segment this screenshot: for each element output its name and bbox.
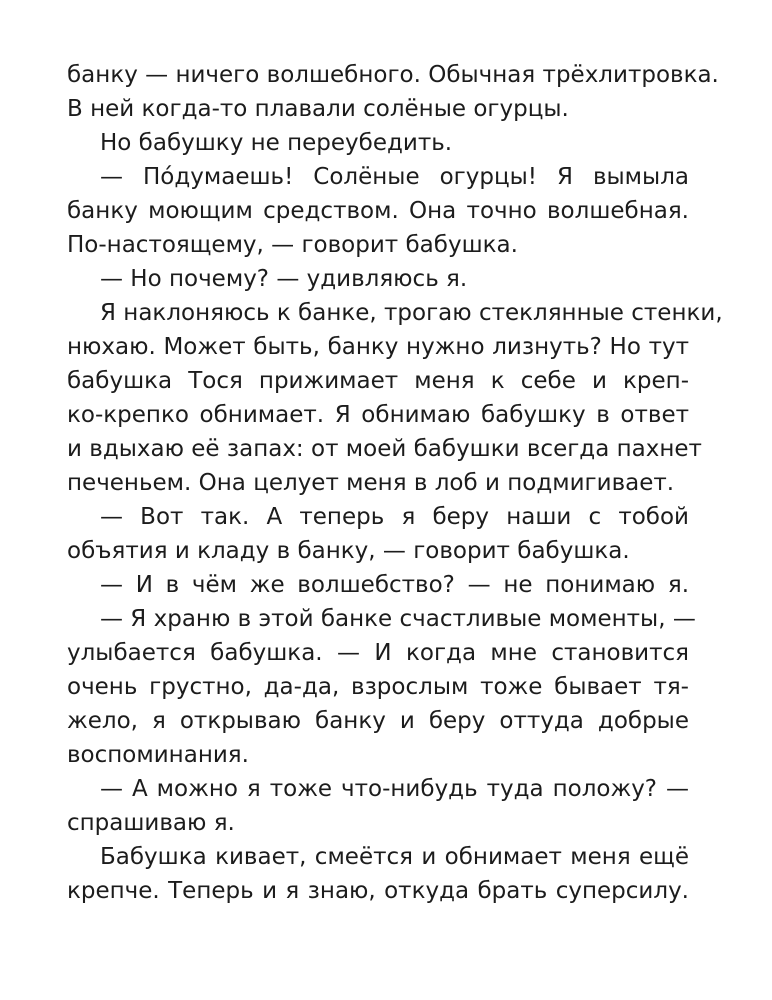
text-line: очень грустно, да-да, взрослым тоже бывает тя- [67, 674, 689, 700]
text-line: воспоминания. [67, 742, 249, 768]
text-line: нюхаю. Может быть, банку нужно лизнуть? Но тут [67, 334, 689, 360]
text-line: ко-крепко обнимает. Я обнимаю бабушку в ответ [67, 402, 689, 428]
text-line: — Но почему? — удивляюсь я. [100, 266, 468, 292]
text-line: банку моющим средством. Она точно волшебная. [67, 198, 689, 224]
text-line: печеньем. Она целует меня в лоб и подмигивает. [67, 470, 675, 496]
text-line: крепче. Теперь и я знаю, откуда брать суперсилу. [67, 878, 689, 904]
text-line: — И в чём же волшебство? — не понимаю я. [100, 572, 689, 598]
text-line: — А можно я тоже что-нибудь туда положу? — [100, 776, 689, 802]
text-line: — По́думаешь! Солёные огурцы! Я вымыла [100, 164, 689, 190]
text-line: Я наклоняюсь к банке, трогаю стеклянные стенки, [100, 300, 723, 326]
text-line: объятия и кладу в банку, — говорит бабушка. [67, 538, 630, 564]
text-line: — Вот так. А теперь я беру наши с тобой [100, 504, 689, 530]
text-line: улыбается бабушка. — И когда мне становится [67, 640, 689, 666]
text-line: Но бабушку не переубедить. [100, 130, 453, 156]
text-line: банку — ничего волшебного. Обычная трёхлитровка. [67, 62, 719, 88]
text-line: и вдыхаю её запах: от моей бабушки всегда пахнет [67, 436, 702, 462]
text-line: бабушка Тося прижимает меня к себе и креп- [67, 368, 689, 394]
text-line: По-настоящему, — говорит бабушка. [67, 232, 518, 258]
text-line: спрашиваю я. [67, 810, 235, 836]
body-text [67, 58, 723, 908]
text-line: В ней когда-то плавали солёные огурцы. [67, 96, 569, 122]
text-line: Бабушка кивает, смеётся и обнимает меня ещё [100, 844, 689, 870]
text-line: — Я храню в этой банке счастливые моменты, — [100, 606, 696, 632]
text-line: жело, я открываю банку и беру оттуда добрые [67, 708, 689, 734]
